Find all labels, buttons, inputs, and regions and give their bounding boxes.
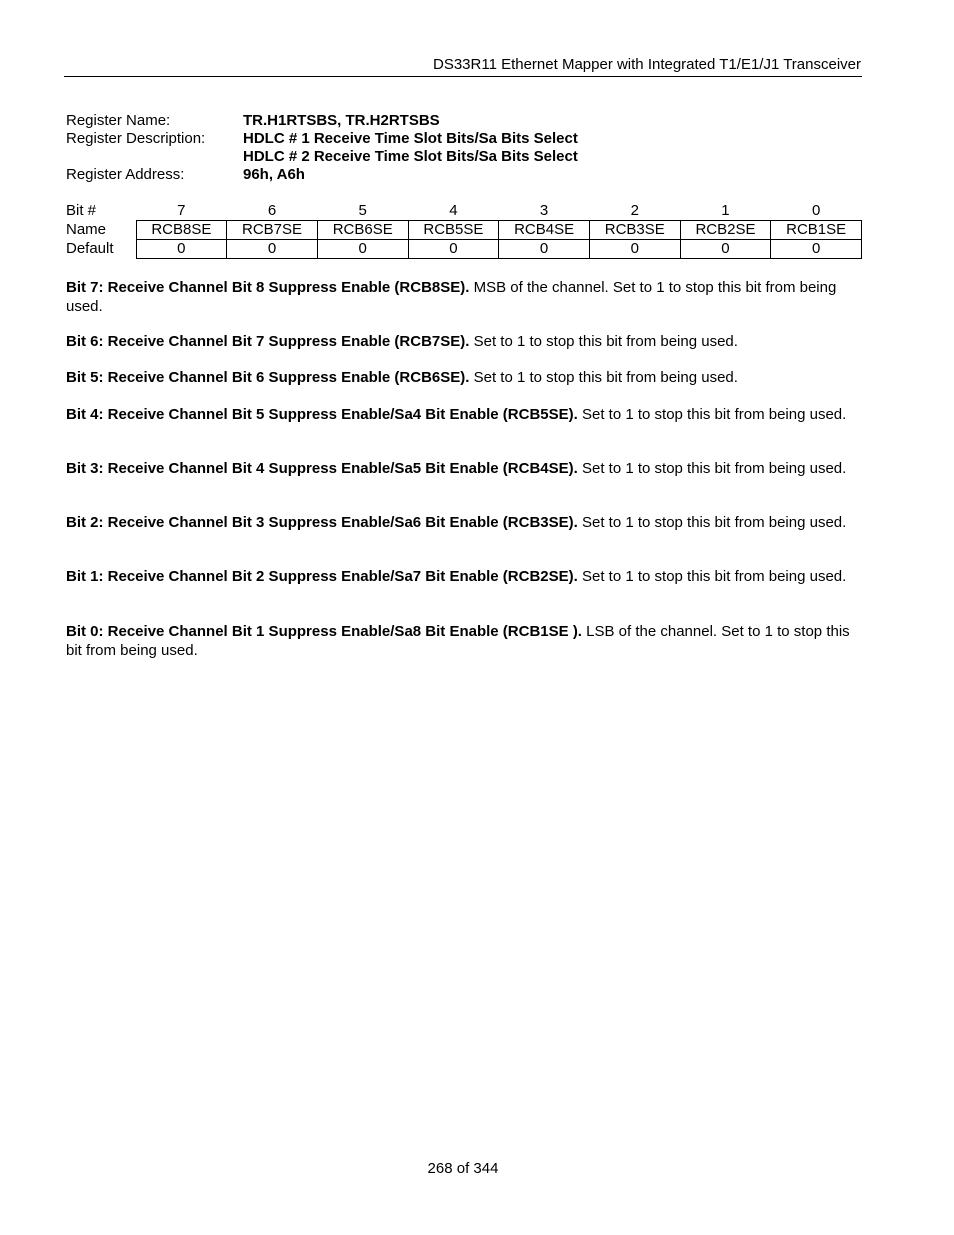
bit-7-title: Bit 7: Receive Channel Bit 8 Suppress Enable (RCB8SE). <box>66 279 470 296</box>
bit-1-description <box>66 567 862 586</box>
bit-0-title: Bit 0: Receive Channel Bit 1 Suppress Enable/Sa8 Bit Enable (RCB1SE ). <box>66 623 582 640</box>
bit-default-cell: 0 <box>771 240 862 259</box>
bit-name-cell: RCB3SE <box>589 221 680 240</box>
document-header-title: DS33R11 Ethernet Mapper with Integrated T1/E1/J1 Transceiver <box>432 56 861 73</box>
register-address-row <box>66 166 866 184</box>
bit-number-cell: 4 <box>449 202 458 219</box>
bit-number-row <box>64 202 862 221</box>
bit-4-description <box>66 405 862 424</box>
bit-7-text: MSB of the channel. Set to 1 to stop this bit from being used. <box>66 279 837 315</box>
bit-3-description <box>66 459 862 478</box>
bit-number-label: Bit # <box>66 202 97 220</box>
bit-6-description <box>66 332 862 351</box>
bit-number-cell: 3 <box>539 202 549 219</box>
register-address-value: 96h, A6h <box>243 166 305 183</box>
register-info <box>66 112 866 184</box>
bit-0-text: LSB of the channel. Set to 1 to stop this bit from being used. <box>66 623 850 659</box>
bit-1-title: Bit 1: Receive Channel Bit 2 Suppress Enable/Sa7 Bit Enable (RCB2SE). <box>66 568 578 585</box>
bit-default-label: Default <box>66 240 114 257</box>
bit-2-title: Bit 2: Receive Channel Bit 3 Suppress Enable/Sa6 Bit Enable (RCB3SE). <box>66 514 578 531</box>
bit-name-row <box>64 221 862 240</box>
bit-name-cell: RCB7SE <box>227 221 318 240</box>
bit-1-text: Set to 1 to stop this bit from being used. <box>577 568 847 585</box>
bit-5-title: Bit 5: Receive Channel Bit 6 Suppress Enable (RCB6SE). <box>66 369 470 386</box>
bit-default-cell: 0 <box>680 240 771 259</box>
bit-number-cell: 6 <box>267 202 277 219</box>
bit-number-cell: 0 <box>811 202 821 219</box>
register-description-spacer <box>66 148 243 166</box>
bit-default-cell: 0 <box>589 240 680 259</box>
bit-name-cell: RCB2SE <box>680 221 771 240</box>
bit-table <box>64 202 862 259</box>
register-name-value: TR.H1RTSBS, TR.H2RTSBS <box>243 112 440 129</box>
bit-4-title: Bit 4: Receive Channel Bit 5 Suppress Enable/Sa4 Bit Enable (RCB5SE). <box>66 406 578 423</box>
register-address-label: Register Address: <box>66 166 185 183</box>
bit-number-cell: 2 <box>630 202 639 219</box>
bit-6-title: Bit 6: Receive Channel Bit 7 Suppress Enable (RCB7SE). <box>66 333 470 350</box>
bit-6-text: Set to 1 to stop this bit from being used. <box>469 333 738 350</box>
bit-3-text: Set to 1 to stop this bit from being used. <box>577 460 847 477</box>
bit-name-label: Name <box>66 221 107 238</box>
bit-2-text: Set to 1 to stop this bit from being used. <box>577 514 847 531</box>
bit-5-text: Set to 1 to stop this bit from being used. <box>469 369 738 386</box>
register-description-row-2 <box>66 148 866 166</box>
bit-default-row <box>64 240 862 259</box>
register-description-row <box>66 130 866 148</box>
bit-2-description <box>66 513 862 532</box>
bit-name-cell: RCB5SE <box>408 221 499 240</box>
bit-number-cell: 1 <box>721 202 730 219</box>
bit-number-cell: 7 <box>177 202 186 219</box>
register-name-label: Register Name: <box>66 112 171 129</box>
bit-name-cell: RCB6SE <box>317 221 408 240</box>
bit-number-cell: 5 <box>358 202 367 219</box>
register-description-value-1: HDLC # 1 Receive Time Slot Bits/Sa Bits Select <box>243 130 578 147</box>
bit-default-cell: 0 <box>136 240 227 259</box>
bit-7-description <box>66 278 862 316</box>
bit-default-cell: 0 <box>227 240 318 259</box>
register-description-value-2: HDLC # 2 Receive Time Slot Bits/Sa Bits Select <box>243 148 578 165</box>
bit-name-cell: RCB1SE <box>771 221 862 240</box>
bit-default-cell: 0 <box>317 240 408 259</box>
bit-default-cell: 0 <box>499 240 590 259</box>
bit-5-description <box>66 368 862 387</box>
bit-name-cell: RCB4SE <box>499 221 590 240</box>
register-name-row <box>66 112 866 130</box>
bit-name-cell: RCB8SE <box>136 221 227 240</box>
page-number: 268 of 344 <box>427 1160 499 1177</box>
register-description-label: Register Description: <box>66 130 206 147</box>
bit-4-text: Set to 1 to stop this bit from being used. <box>577 406 847 423</box>
bit-default-cell: 0 <box>408 240 499 259</box>
bit-0-description <box>66 622 862 660</box>
header-rule <box>64 76 862 77</box>
bit-3-title: Bit 3: Receive Channel Bit 4 Suppress Enable/Sa5 Bit Enable (RCB4SE). <box>66 460 578 477</box>
